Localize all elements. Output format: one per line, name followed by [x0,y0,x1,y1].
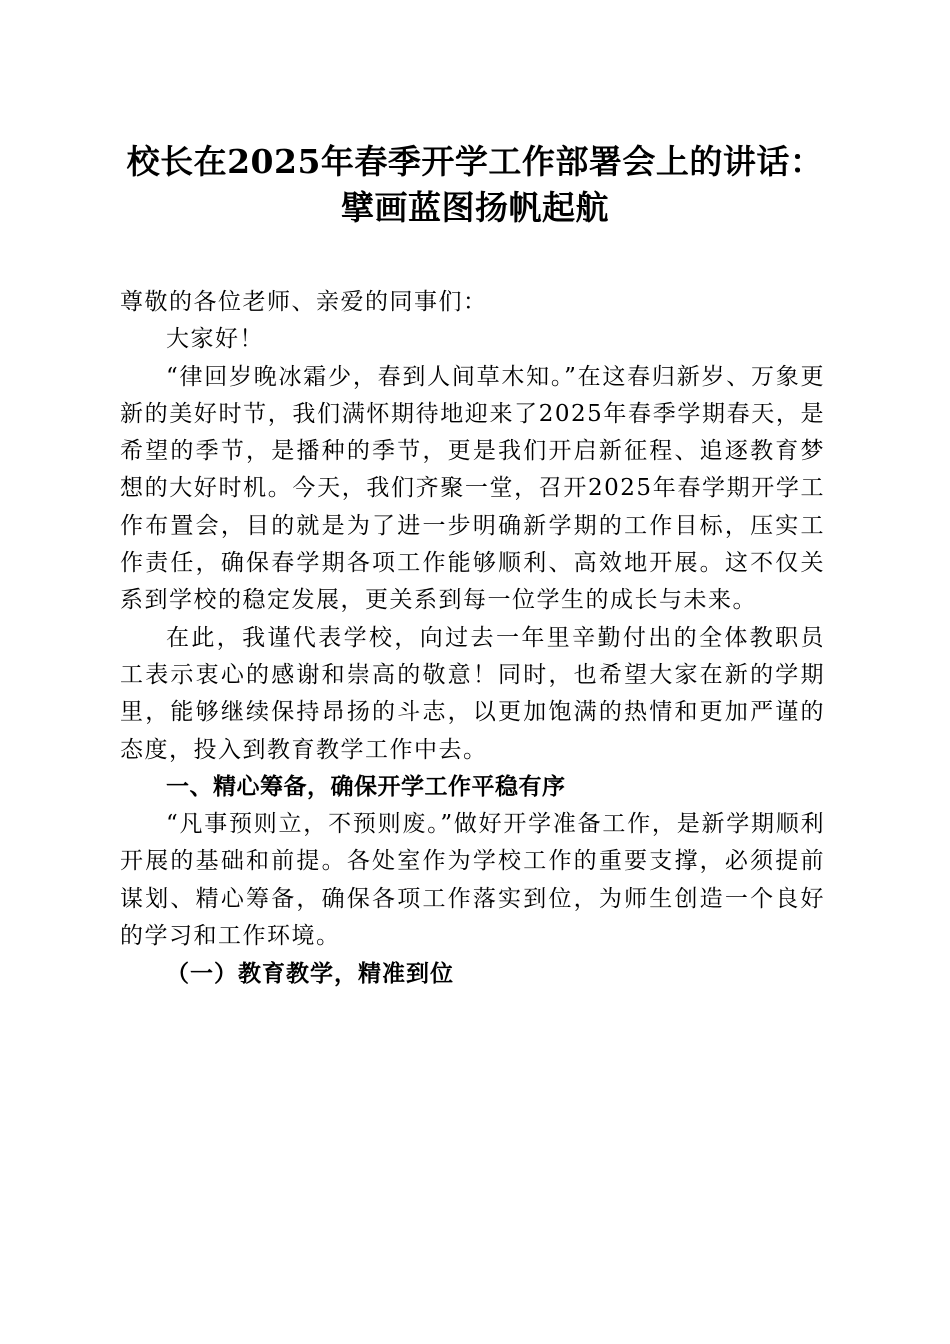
section-heading-1: 一、精心筹备，确保开学工作平稳有序 [166,773,566,800]
document-title-line-1: 校长在2025年春季开学工作部署会上的讲话： [126,142,824,181]
subsection-heading-1: （一）教育教学，精准到位 [166,960,454,988]
paragraph-thanks: 在此，我谨代表学校，向过去一年里辛勤付出的全体教职员工表示衷心的感谢和崇高的敬意！同时，也希望大家在新的学期里，能够继续保持昂扬的斗志，以更加饱满的热情和更加严谨的态度，投入到教育教学工作中去。 [120,624,825,763]
paragraph-preparation: “凡事预则立，不预则废。”做好开学准备工作，是新学期顺利开展的基础和前提。各处室作为学校工作的重要支撑，必须提前谋划、精心筹备，确保各项工作落实到位，为师生创造一个良好的学习和工作环境。 [120,811,825,950]
document-title-line-2: 擘画蓝图扬帆起航 [341,188,609,227]
greeting: 大家好！ [166,326,264,353]
document-body [120,284,825,993]
salutation: 尊敬的各位老师、亲爱的同事们： [120,289,488,315]
paragraph-opening: “律回岁晚冰霜少，春到人间草木知。”在这春归新岁、万象更新的美好时节，我们满怀期待地迎来了2025年春季学期春天，是希望的季节，是播种的季节，更是我们开启新征程、追逐教育梦想的大好时机。今天，我们齐聚一堂，召开2025年春学期开学工作布置会，目的就是为了进一步明确新学期的工作目标，压实工作责任，确保春学期各项工作能够顺利、高效地开展。这不仅关系到学校的稳定发展，更关系到每一位学生的成长与未来。 [120,363,825,614]
